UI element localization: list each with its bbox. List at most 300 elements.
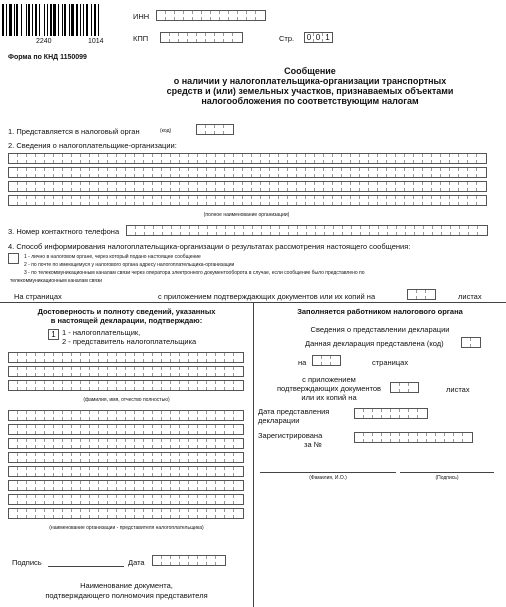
cell (351, 182, 360, 191)
rep-org-row-7[interactable] (8, 494, 244, 505)
cell (144, 353, 153, 362)
doc-label-1: Наименование документа, (80, 581, 173, 590)
cell (90, 182, 99, 191)
vertical-divider (253, 302, 254, 607)
cell (171, 439, 180, 448)
cell (18, 453, 27, 462)
fio-row-2[interactable] (8, 366, 244, 377)
cell (81, 481, 90, 490)
cell (90, 154, 99, 163)
cell (216, 556, 225, 565)
fio-row-1[interactable] (8, 352, 244, 363)
section1-code-hint: (код) (160, 128, 172, 134)
cell (315, 182, 324, 191)
cell (351, 196, 360, 205)
cell (27, 467, 36, 476)
cell (225, 353, 234, 362)
barcode-bar (83, 4, 84, 36)
cell (162, 495, 171, 504)
cell (234, 353, 243, 362)
rep-org-row-6[interactable] (8, 480, 244, 491)
signature-date-field[interactable] (152, 555, 226, 566)
cell (81, 367, 90, 376)
cell (153, 495, 162, 504)
right-sheets-field[interactable] (390, 382, 419, 393)
cell (234, 411, 243, 420)
cell (342, 182, 351, 191)
cell (36, 411, 45, 420)
cell (36, 495, 45, 504)
cell (27, 154, 36, 163)
rep-org-row-3[interactable] (8, 438, 244, 449)
cell (180, 509, 189, 518)
section4-option-3a: 3 - по телекоммуникационным каналам связи через оператора электронного документооборота в случае, если сообщение было представлено по (24, 270, 365, 276)
org-name-row-4[interactable] (8, 195, 487, 206)
cell (189, 154, 198, 163)
cell (198, 196, 207, 205)
cell (216, 495, 225, 504)
cell (36, 196, 45, 205)
cell (45, 467, 54, 476)
kpp-label: КПП (133, 34, 149, 43)
cell (36, 367, 45, 376)
cell (297, 168, 306, 177)
cell (171, 367, 180, 376)
cell (315, 196, 324, 205)
cell (189, 381, 198, 390)
cell (315, 168, 324, 177)
cell (477, 196, 486, 205)
signature-line[interactable] (48, 566, 124, 567)
cell (289, 226, 298, 235)
cell (189, 467, 198, 476)
cell (262, 226, 271, 235)
cell (423, 168, 432, 177)
cell (108, 196, 117, 205)
cell (234, 196, 243, 205)
kpp-field[interactable] (160, 32, 243, 43)
cell (202, 11, 211, 20)
cell (180, 425, 189, 434)
cell (199, 226, 208, 235)
cell (197, 33, 206, 42)
cell (99, 353, 108, 362)
cell (9, 411, 18, 420)
barcode-bar (71, 4, 74, 36)
cell (162, 381, 171, 390)
cell (153, 367, 162, 376)
cell (171, 425, 180, 434)
cell (144, 425, 153, 434)
cell (153, 182, 162, 191)
cell (153, 168, 162, 177)
cell (225, 411, 234, 420)
rep-org-row-8[interactable] (8, 508, 244, 519)
cell (99, 367, 108, 376)
cell (234, 453, 243, 462)
cell (387, 154, 396, 163)
cell (63, 481, 72, 490)
cell (462, 338, 471, 347)
cell (144, 381, 153, 390)
cell (63, 353, 72, 362)
attachments-label: с приложением подтверждающих документов или их копий на (158, 292, 376, 301)
cell (72, 509, 81, 518)
cell (36, 453, 45, 462)
cell (108, 353, 117, 362)
cell (18, 439, 27, 448)
cell (27, 168, 36, 177)
right-reg-label-1: Зарегистрирована (258, 431, 323, 440)
cell (161, 33, 170, 42)
rep-org-row-4[interactable] (8, 452, 244, 463)
cell (72, 439, 81, 448)
cell (468, 154, 477, 163)
cell (234, 425, 243, 434)
cell (369, 196, 378, 205)
cell (297, 182, 306, 191)
cell (99, 411, 108, 420)
cell (215, 33, 224, 42)
cell (189, 439, 198, 448)
cell (27, 182, 36, 191)
cell (441, 168, 450, 177)
right-heading: Заполняется работником налогового органа (297, 307, 463, 316)
barcode-bar (32, 4, 33, 36)
cell (342, 154, 351, 163)
cell (90, 353, 99, 362)
cell (117, 495, 126, 504)
cell (243, 168, 252, 177)
cell (63, 182, 72, 191)
right-pages-field[interactable] (312, 355, 341, 366)
cell (45, 509, 54, 518)
cell (54, 453, 63, 462)
cell (333, 196, 342, 205)
cell (90, 439, 99, 448)
right-date-field[interactable] (354, 408, 428, 419)
cell (171, 381, 180, 390)
cell (189, 495, 198, 504)
cell (216, 168, 225, 177)
signer-type-value: 1 (51, 330, 56, 339)
cell (126, 439, 135, 448)
cell (387, 168, 396, 177)
cell (45, 367, 54, 376)
cell (108, 367, 117, 376)
cell (126, 168, 135, 177)
attachment-sheets-field[interactable] (407, 289, 436, 300)
cell (207, 425, 216, 434)
cell (391, 433, 400, 442)
cell (170, 33, 179, 42)
cell (225, 367, 234, 376)
cell (180, 367, 189, 376)
barcode-bar (39, 4, 40, 36)
cell (270, 154, 279, 163)
cell (126, 495, 135, 504)
cell (441, 196, 450, 205)
cell (252, 196, 261, 205)
barcode-bar (86, 4, 88, 36)
org-name-row-3[interactable] (8, 181, 487, 192)
cell (225, 481, 234, 490)
cell (477, 182, 486, 191)
cell (135, 439, 144, 448)
barcode-bar (53, 4, 56, 36)
page-number-field[interactable] (304, 32, 333, 43)
cell (207, 182, 216, 191)
rep-org-row-5[interactable] (8, 466, 244, 477)
cell (198, 439, 207, 448)
cell (27, 411, 36, 420)
cell (397, 226, 406, 235)
cell (198, 168, 207, 177)
cell (90, 509, 99, 518)
cell (162, 509, 171, 518)
cell (81, 154, 90, 163)
cell (144, 196, 153, 205)
barcode-bar (58, 4, 59, 36)
cell (379, 226, 388, 235)
cell (99, 168, 108, 177)
cell (162, 556, 171, 565)
cell (108, 439, 117, 448)
cell (99, 509, 108, 518)
cell (433, 226, 442, 235)
cell (270, 168, 279, 177)
cell (63, 467, 72, 476)
org-name-row-2[interactable] (8, 167, 487, 178)
cell (63, 439, 72, 448)
cell (162, 439, 171, 448)
fio-line[interactable] (260, 472, 396, 473)
cell (234, 467, 243, 476)
cell (193, 11, 202, 20)
cell (418, 433, 427, 442)
cell (81, 182, 90, 191)
cell (415, 226, 424, 235)
cell (189, 367, 198, 376)
cell (144, 182, 153, 191)
signer-type-field[interactable] (48, 329, 59, 340)
title-line-3: средств и (или) земельных участков, признаваемых объектами (166, 86, 454, 96)
cell (226, 226, 235, 235)
cell (378, 154, 387, 163)
cell (63, 367, 72, 376)
cell (144, 481, 153, 490)
section1-label: 1. Представляется в налоговый орган (8, 127, 140, 136)
right-fio-caption: (Фамилия, И.О.) (309, 475, 347, 481)
cell (72, 425, 81, 434)
cell (81, 495, 90, 504)
cell (36, 168, 45, 177)
cell (423, 182, 432, 191)
cell (432, 154, 441, 163)
section3-label: 3. Номер контактного телефона (8, 227, 120, 236)
cell (324, 154, 333, 163)
cell (468, 182, 477, 191)
fio-row-3[interactable] (8, 380, 244, 391)
cell (135, 154, 144, 163)
cell (391, 409, 400, 418)
barcode-bar (76, 4, 78, 36)
cell (378, 182, 387, 191)
barcode-bar (21, 4, 22, 36)
cell (460, 226, 469, 235)
barcode-bar (91, 4, 92, 36)
cell (261, 168, 270, 177)
cell (207, 495, 216, 504)
cell (351, 154, 360, 163)
org-name-row-1[interactable] (8, 153, 487, 164)
cell (117, 168, 126, 177)
cell (405, 182, 414, 191)
cell (36, 481, 45, 490)
cell (36, 182, 45, 191)
cell (405, 196, 414, 205)
cell (409, 433, 418, 442)
cell (225, 196, 234, 205)
cell (288, 154, 297, 163)
sign-line[interactable] (400, 472, 494, 473)
cell (135, 453, 144, 462)
cell (324, 182, 333, 191)
notification-method-field[interactable] (8, 253, 19, 264)
cell (469, 226, 478, 235)
cell (45, 182, 54, 191)
cell (180, 481, 189, 490)
cell (454, 433, 463, 442)
cell (424, 226, 433, 235)
cell (99, 453, 108, 462)
fio-caption: (фамилия, имя, отчество полностью) (83, 397, 170, 403)
barcode-bar (2, 4, 4, 36)
cell (280, 226, 289, 235)
cell (117, 367, 126, 376)
cell (180, 495, 189, 504)
cell (72, 353, 81, 362)
cell (315, 154, 324, 163)
cell (153, 481, 162, 490)
cell (355, 433, 364, 442)
cell (135, 353, 144, 362)
cell (180, 182, 189, 191)
tax-authority-code-field[interactable] (196, 124, 234, 135)
cell (270, 196, 279, 205)
cell (352, 226, 361, 235)
cell (126, 353, 135, 362)
cell (90, 367, 99, 376)
cell (334, 226, 343, 235)
rep-org-caption: (наименование организации - представителя налогоплательщика) (49, 525, 204, 531)
cell (387, 182, 396, 191)
cell (166, 11, 175, 20)
phone-field[interactable] (126, 225, 488, 236)
cell (72, 411, 81, 420)
cell (81, 411, 90, 420)
cell (256, 11, 265, 20)
cell (198, 453, 207, 462)
page-digit-2: 0 (314, 33, 323, 42)
right-info-label: Сведения о представлении декларации (310, 325, 450, 334)
cell (72, 467, 81, 476)
right-submitted-label: Данная декларация представлена (код) (305, 339, 444, 348)
cell (216, 425, 225, 434)
cell (459, 182, 468, 191)
cell (171, 411, 180, 420)
cell (18, 154, 27, 163)
cell (54, 495, 63, 504)
cell (63, 509, 72, 518)
cell (441, 154, 450, 163)
cell (355, 409, 364, 418)
cell (9, 425, 18, 434)
cell (135, 481, 144, 490)
cell (153, 425, 162, 434)
cell (108, 411, 117, 420)
cell (252, 168, 261, 177)
cell (45, 495, 54, 504)
submitted-code-field[interactable] (461, 337, 481, 348)
cell (279, 196, 288, 205)
cell (207, 439, 216, 448)
cell (364, 433, 373, 442)
cell (244, 226, 253, 235)
left-option-1: 1 - налогоплательщик, (62, 328, 141, 337)
cell (306, 182, 315, 191)
cell (72, 182, 81, 191)
cell (144, 495, 153, 504)
cell (9, 495, 18, 504)
section4-option-1: 1 - лично в налоговом органе, через который подано настоящее сообщение (24, 254, 201, 260)
cell (388, 226, 397, 235)
cell (127, 226, 136, 235)
cell (136, 226, 145, 235)
cell (234, 381, 243, 390)
rep-org-row-1[interactable] (8, 410, 244, 421)
cell (81, 381, 90, 390)
cell (224, 33, 233, 42)
registration-number-field[interactable] (354, 432, 473, 443)
cell (370, 226, 379, 235)
cell (135, 196, 144, 205)
cell (117, 425, 126, 434)
cell (468, 168, 477, 177)
cell (36, 381, 45, 390)
inn-field[interactable] (156, 10, 266, 21)
cell (135, 182, 144, 191)
barcode-bar (64, 4, 66, 36)
cell (171, 353, 180, 362)
cell (450, 196, 459, 205)
cell (45, 411, 54, 420)
cell (45, 481, 54, 490)
cell (117, 481, 126, 490)
cell (369, 168, 378, 177)
cell (179, 33, 188, 42)
cell (99, 481, 108, 490)
cell (225, 168, 234, 177)
cell (423, 196, 432, 205)
cell (45, 154, 54, 163)
cell (322, 356, 331, 365)
cell (99, 381, 108, 390)
cell (313, 356, 322, 365)
rep-org-row-2[interactable] (8, 424, 244, 435)
cell (216, 353, 225, 362)
cell (117, 509, 126, 518)
